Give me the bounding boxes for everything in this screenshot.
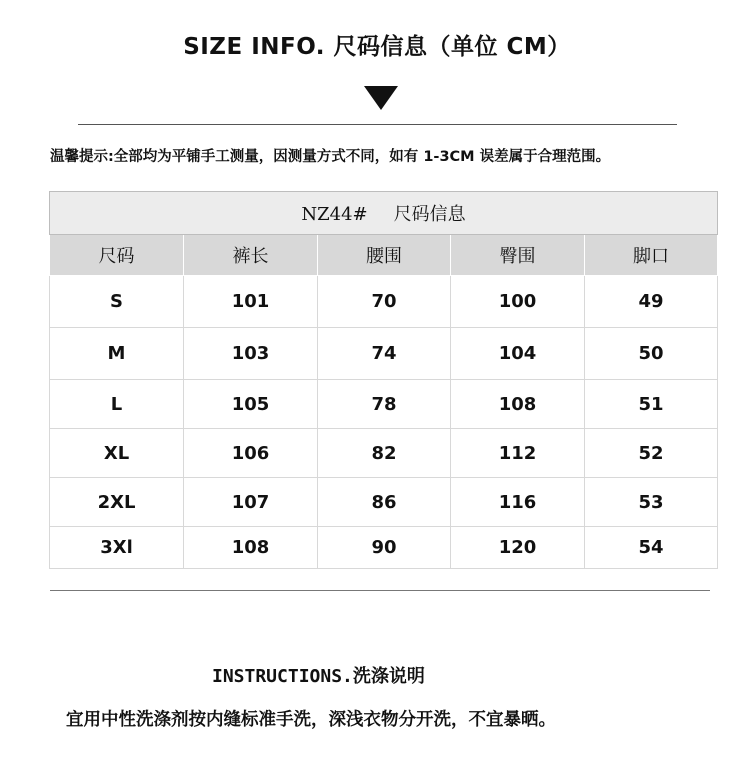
- table-cell: M: [50, 328, 184, 380]
- table-cell: 86: [318, 478, 451, 527]
- table-cell: 108: [451, 380, 585, 429]
- table-cell: 90: [318, 527, 451, 569]
- product-code: NZ44#: [301, 204, 368, 225]
- size-table: [49, 191, 718, 569]
- table-row: [50, 380, 718, 429]
- table-cell: 103: [184, 328, 318, 380]
- table-cell: 78: [318, 380, 451, 429]
- table-cell: 51: [585, 380, 718, 429]
- instructions-title: INSTRUCTIONS.洗涤说明: [212, 666, 425, 687]
- table-cell: 105: [184, 380, 318, 429]
- table-row: [50, 527, 718, 569]
- table-cell: 106: [184, 429, 318, 478]
- measurement-note: 温馨提示:全部均为平铺手工测量，因测量方式不同，如有 1-3CM 误差属于合理范围。: [50, 149, 611, 165]
- table-cell: XL: [50, 429, 184, 478]
- table-cell: 120: [451, 527, 585, 569]
- table-cell: L: [50, 380, 184, 429]
- table-cell: 50: [585, 328, 718, 380]
- table-cell: 53: [585, 478, 718, 527]
- table-header-row: [50, 235, 718, 276]
- table-row: [50, 429, 718, 478]
- down-arrow-icon: [364, 86, 398, 110]
- table-row: [50, 478, 718, 527]
- table-cell: 116: [451, 478, 585, 527]
- table-cell: 2XL: [50, 478, 184, 527]
- table-row: [50, 328, 718, 380]
- table-cell: 70: [318, 276, 451, 328]
- instructions-text: 宜用中性洗涤剂按内缝标准手洗，深浅衣物分开洗，不宜暴晒。: [66, 710, 556, 730]
- divider-top: [78, 124, 677, 125]
- table-cell: 52: [585, 429, 718, 478]
- table-cell: 3Xl: [50, 527, 184, 569]
- table-caption-row: [50, 192, 718, 235]
- column-header-waist: 腰围: [318, 235, 451, 276]
- table-cell: 49: [585, 276, 718, 328]
- column-header-length: 裤长: [184, 235, 318, 276]
- table-cell: 104: [451, 328, 585, 380]
- table-cell: 101: [184, 276, 318, 328]
- table-cell: 112: [451, 429, 585, 478]
- table-cell: 82: [318, 429, 451, 478]
- table-cell: 54: [585, 527, 718, 569]
- column-header-size: 尺码: [50, 235, 184, 276]
- divider-bottom: [50, 590, 710, 591]
- table-cell: S: [50, 276, 184, 328]
- table-caption: [50, 192, 718, 235]
- page-title: SIZE INFO. 尺码信息（单位 CM）: [183, 34, 571, 60]
- table-caption-label: 尺码信息: [393, 204, 466, 225]
- table-cell: 107: [184, 478, 318, 527]
- table-row: [50, 276, 718, 328]
- table-cell: 108: [184, 527, 318, 569]
- table-cell: 74: [318, 328, 451, 380]
- column-header-leg-opening: 脚口: [585, 235, 718, 276]
- column-header-hip: 臀围: [451, 235, 585, 276]
- table-cell: 100: [451, 276, 585, 328]
